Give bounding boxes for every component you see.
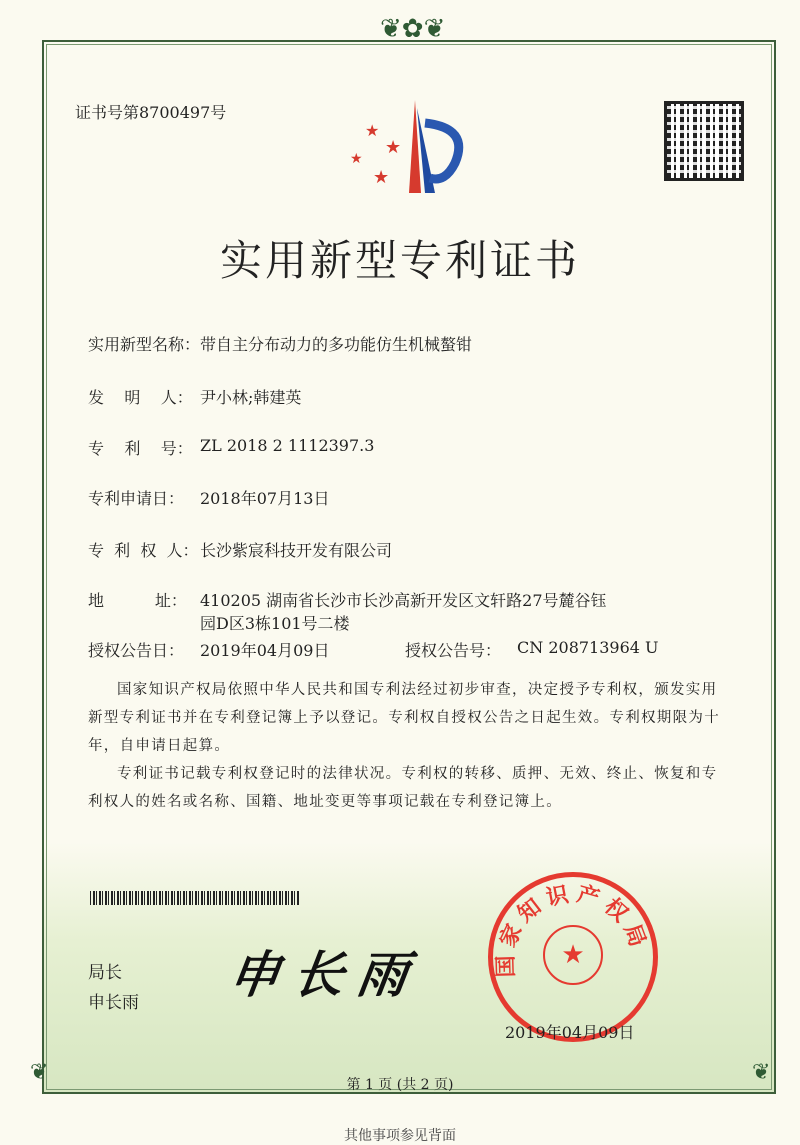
svg-text:★: ★	[350, 151, 363, 167]
corner-ornament-icon: ❦	[752, 1060, 771, 1085]
certificate-title: 实用新型专利证书	[219, 236, 580, 285]
patent-logo-icon	[345, 98, 475, 198]
signer-title: 局长	[88, 963, 122, 983]
signature: 申长雨	[225, 945, 426, 1004]
national-emblem-icon: ★	[543, 925, 603, 985]
field-name: 实用新型名称： 带自主分布动力的多功能仿生机械螯钳	[88, 335, 473, 354]
signer-name: 申长雨	[88, 993, 139, 1013]
paragraph-2: 专利证书记载专利权登记时的法律状况。专利权的转移、质押、无效、终止、恢复和专利权人的姓名或名称、国籍、地址变更等事项记载在专利登记簿上。	[88, 766, 718, 810]
qr-code	[664, 101, 744, 181]
official-seal	[488, 872, 658, 1042]
field-grant-date: 授权公告日： 2019年04月09日	[88, 641, 330, 660]
field-inventor: 发 明 人： 尹小林;韩建英	[88, 388, 302, 407]
svg-text:★: ★	[385, 137, 402, 158]
svg-text:★: ★	[365, 121, 380, 140]
field-patentee: 专 利 权 人： 长沙紫宸科技开发有限公司	[88, 541, 393, 560]
field-filing-date: 专利申请日： 2018年07月13日	[88, 489, 330, 508]
corner-ornament-icon: ❦	[30, 1060, 49, 1085]
field-grant-no: 授权公告号： CN 208713964 U	[405, 638, 659, 660]
field-address: 地 址： 410205 湖南省长沙市长沙高新开发区文轩路27号麓谷钰 园D区3栋101号二楼	[88, 591, 607, 633]
page-number: 第 1 页 (共 2 页)	[346, 1077, 454, 1093]
field-patent-no: 专 利 号： ZL 2018 2 1112397.3	[88, 436, 375, 458]
top-ornament-icon: ❦✿❦	[380, 14, 446, 44]
svg-text:国家知识产权局: 国家知识产权局	[493, 880, 653, 978]
paragraph-1: 国家知识产权局依照中华人民共和国专利法经过初步审查，决定授予专利权，颁发实用新型专利证书并在专利登记簿上予以登记。专利权自授权公告之日起生效。专利权期限为十年，自申请日起算。	[88, 682, 720, 754]
certificate-number: 证书号第8700497号	[75, 103, 227, 122]
barcode	[90, 891, 300, 905]
svg-text:★: ★	[373, 167, 390, 188]
back-note: 其他事项参见背面	[344, 1128, 456, 1144]
seal-date: 2019年04月09日	[505, 1023, 635, 1042]
